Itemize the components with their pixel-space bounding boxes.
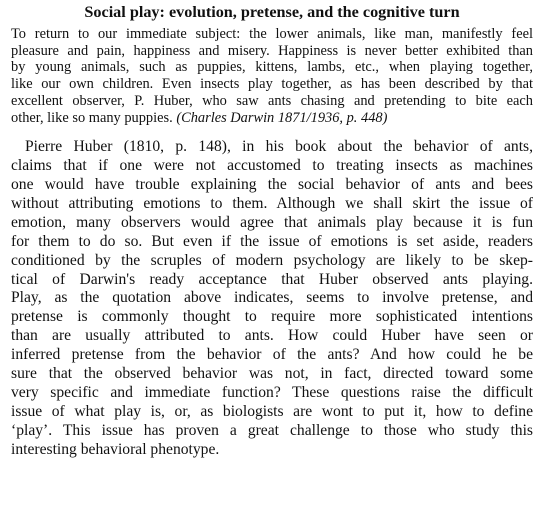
body-line: for them to do so. But even if the issue of emotions is set aside, readers [11,232,533,250]
body-line: tical of Darwin's ready acceptance that Huber observed ants playing. [11,270,533,288]
body-line: inferred pretense from the behavior of the ants? And how could he be [11,346,533,364]
epigraph-line: pleasure and pain, happiness and misery. Happiness is never better exhibited than [11,42,533,59]
body-line: claims that if one were not accustomed to treating insects as machines [11,157,533,175]
body-line: very specific and immediate function? These questions raise the difficult [11,384,533,401]
epigraph-line: To return to our immediate subject: the lower animals, like man, manifestly feel [11,26,533,42]
epigraph-quote [11,26,533,126]
body-line: ‘play’. This issue has proven a great challenge to those who study this [11,421,533,439]
body-line: emotion, many observers would agree that animals play because it is fun [11,213,533,231]
body-line: one would have trouble explaining the social behavior of ants and bees [11,176,533,194]
section-heading: Social play: evolution, pretense, and the cognitive turn [84,3,460,21]
body-line: conditioned by the scruples of modern psychology are likely to be skep- [11,251,533,269]
body-line: issue of what play is, or, as biologists are wont to put it, how to define [11,402,533,420]
body-paragraph [11,138,533,459]
body-line: without attributing emotions to them. Although we shall skirt the issue of [11,194,533,212]
epigraph-line-text: other, like so many puppies. [11,109,173,126]
epigraph-citation: (Charles Darwin 1871/1936, p. 448) [176,109,388,126]
body-line: pretense is commonly thought to require more sophisticated intentions [11,308,533,326]
body-line: Play, as the quotation above indicates, seems to involve pretense, and [11,289,533,307]
body-line: Pierre Huber (1810, p. 148), in his book about the behavior of ants, [25,138,533,156]
epigraph-line: excellent observer, P. Huber, who saw ants chasing and pretending to bite each [11,92,533,109]
body-line: interesting behavioral phenotype. [11,440,220,458]
page [11,0,533,460]
epigraph-line: like our own children. Even insects play together, as has been described by that [11,76,533,93]
epigraph-last-line [11,110,533,127]
epigraph-line: by young animals, such as puppies, kittens, lambs, etc., when playing together, [11,59,533,76]
body-line: sure that the observed behavior was not, in fact, directed toward some [11,365,533,383]
body-line: than are usually attributed to ants. How could Huber have seen or [11,327,533,345]
